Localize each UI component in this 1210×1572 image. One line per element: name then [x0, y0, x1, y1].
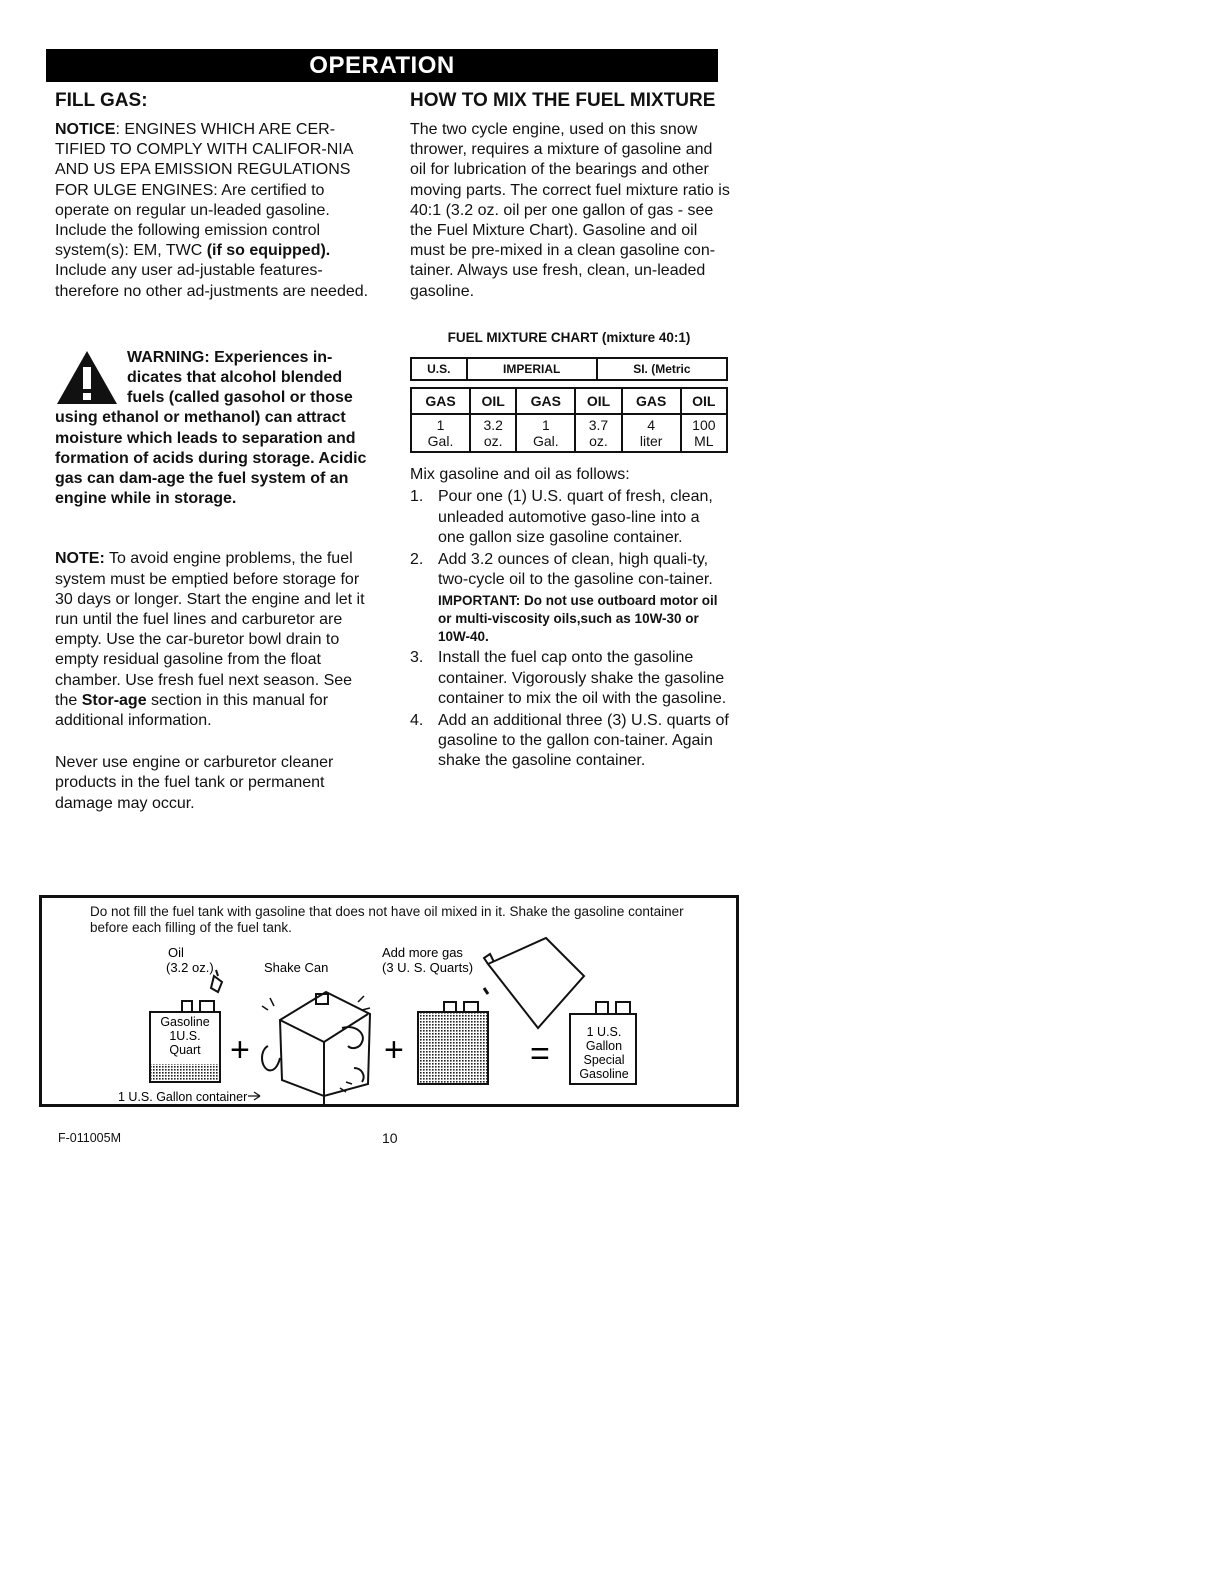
oil-amount-label: (3.2 oz.): [166, 960, 214, 975]
shake-can-icon: [262, 992, 370, 1104]
left-column: [55, 90, 375, 814]
svg-text:Gallon: Gallon: [585, 1039, 623, 1053]
page-number: 10: [382, 1130, 398, 1146]
table-cell: 1 Gal.: [411, 414, 470, 452]
note-label: NOTE:: [55, 550, 105, 568]
list-item: 3. Install the fuel cap onto the gasoline container. Vigorously shake the gasoline container to mix the oil with the gasoline.: [410, 649, 727, 707]
notice-paragraph: [55, 120, 375, 302]
notice-bold: (if so equipped).: [206, 242, 331, 260]
section-banner: OPERATION: [46, 49, 718, 82]
fuel-mixture-table: [410, 387, 728, 453]
table-header-row: [411, 388, 727, 414]
table-cell: 100 ML: [681, 414, 727, 452]
gallon-container-icon: [418, 1002, 488, 1084]
add-gas-amount-label: (3 U. S. Quarts): [382, 960, 474, 975]
warning-icon: [55, 348, 119, 406]
list-item: 1. Pour one (1) U.S. quart of fresh, clean, unleaded automotive gaso-line into a one gallon size gasoline container.: [410, 488, 713, 546]
never-paragraph: Never use engine or carburetor cleaner products in the fuel tank or permanent damage may occur.: [55, 754, 334, 812]
svg-text:1 U.S.: 1 U.S.: [586, 1025, 622, 1039]
gallon-container-label: 1 U.S. Gallon container: [118, 1090, 248, 1104]
fuel-chart-groups: [410, 357, 728, 381]
table-cell: 1 Gal.: [516, 414, 575, 452]
notice-body-2: Include any user ad-justable features-therefore no other ad-justments are needed.: [55, 262, 369, 300]
list-item: 2. Add 3.2 ounces of clean, high quali-ty, two-cycle oil to the gasoline con-tainer. IMPORTANT: Do not use outboard motor oil or multi-viscosity oils,such as 10W-30 or 10W-40.: [410, 550, 730, 646]
svg-text:Quart: Quart: [169, 1043, 201, 1057]
gasoline-quart-can-icon: [150, 1001, 220, 1082]
equals-sign: =: [530, 1035, 550, 1073]
list-item: 4. Add an additional three (3) U.S. quarts of gasoline to the gallon con-tainer. Again shake the gasoline container.: [410, 712, 729, 770]
note-paragraph: [55, 549, 375, 731]
table-row: [411, 414, 727, 452]
pointer-arrow-icon: [248, 1092, 260, 1100]
mix-heading: HOW TO MIX THE FUEL MIXTURE: [410, 90, 716, 111]
table-cell: 4 liter: [622, 414, 681, 452]
table-cell: 3.2 oz.: [470, 414, 516, 452]
mixing-diagram-box: [39, 895, 739, 1107]
fuel-chart-title: FUEL MIXTURE CHART (mixture 40:1): [447, 329, 691, 345]
svg-text:1U.S.: 1U.S.: [169, 1029, 201, 1043]
mixing-diagram: [42, 898, 736, 1104]
group-metric: SI. (Metric: [597, 358, 727, 380]
note-body-1: To avoid engine problems, the fuel system must be emptied before storage for 30 days or longer. Start the engine and let it run until the fuel lines and carburetor are empty. Use the car-buretor bowl drain to empty residual gasoline from the float chamber. Use fresh fuel next season. See the: [55, 550, 365, 709]
col-header: GAS: [516, 388, 575, 414]
special-gasoline-can-icon: [570, 1002, 636, 1084]
col-header: GAS: [411, 388, 470, 414]
plus-sign: +: [230, 1031, 250, 1069]
col-header: OIL: [470, 388, 516, 414]
mix-intro-paragraph: The two cycle engine, used on this snow thrower, requires a mixture of gasoline and oil for lubrication of the bearings and other moving parts. The correct fuel mixture ratio is 40:1 (3.2 oz. oil per one gallon of gas - see the Fuel Mixture Chart). Gasoline and oil must be pre-mixed in a clean gasoline con-tainer. Always use fresh, clean, un-leaded gasoline.: [410, 121, 730, 300]
important-note: IMPORTANT: Do not use outboard motor oil or multi-viscosity oils,such as 10W-30 or 10W-40.: [438, 593, 718, 645]
mix-steps-list: [410, 487, 730, 771]
notice-label: NOTICE: [55, 121, 116, 138]
notice-body-1: Are certified to operate on regular un-leaded gasoline. Include the following emission control system(s): EM, TWC: [55, 181, 330, 260]
col-header: OIL: [575, 388, 621, 414]
add-gas-label: Add more gas: [382, 945, 463, 960]
fill-gas-heading: FILL GAS:: [55, 90, 148, 111]
col-header: GAS: [622, 388, 681, 414]
plus-sign: +: [384, 1031, 404, 1069]
oil-label: Oil: [168, 945, 184, 960]
group-imperial: IMPERIAL: [467, 358, 597, 380]
table-cell: 3.7 oz.: [575, 414, 621, 452]
right-column: [410, 90, 730, 774]
svg-text:Gasoline: Gasoline: [579, 1067, 629, 1081]
note-body-2: section in this manual for additional information.: [55, 691, 329, 730]
shake-can-label: Shake Can: [264, 960, 329, 975]
warning-block: [55, 348, 375, 510]
group-us: U.S.: [411, 358, 467, 380]
svg-text:Special: Special: [583, 1053, 625, 1067]
col-header: OIL: [681, 388, 727, 414]
mix-steps-intro: Mix gasoline and oil as follows:: [410, 466, 630, 484]
notice-caps: : ENGINES WHICH ARE CER-TIFIED TO COMPLY WITH CALIFOR-NIA AND US EPA EMISSION REGULATIONS FOR ULGE ENGINES:: [55, 121, 353, 199]
diagram-note: Do not fill the fuel tank with gasoline that does not have oil mixed in it. Shake the gasoline container before each filling of the fuel tank.: [90, 904, 684, 935]
note-storage-ref: Stor-age: [81, 691, 147, 709]
svg-text:Gasoline: Gasoline: [160, 1015, 210, 1029]
warning-text: WARNING: Experiences in-dicates that alcohol blended fuels (called gasohol or those using ethanol or methanol) can attract moisture which leads to separation and formation of acids during storage. Acidic gas can dam-age the fuel system of an engine while in storage.: [55, 348, 367, 508]
document-code: F-011005M: [58, 1131, 121, 1145]
